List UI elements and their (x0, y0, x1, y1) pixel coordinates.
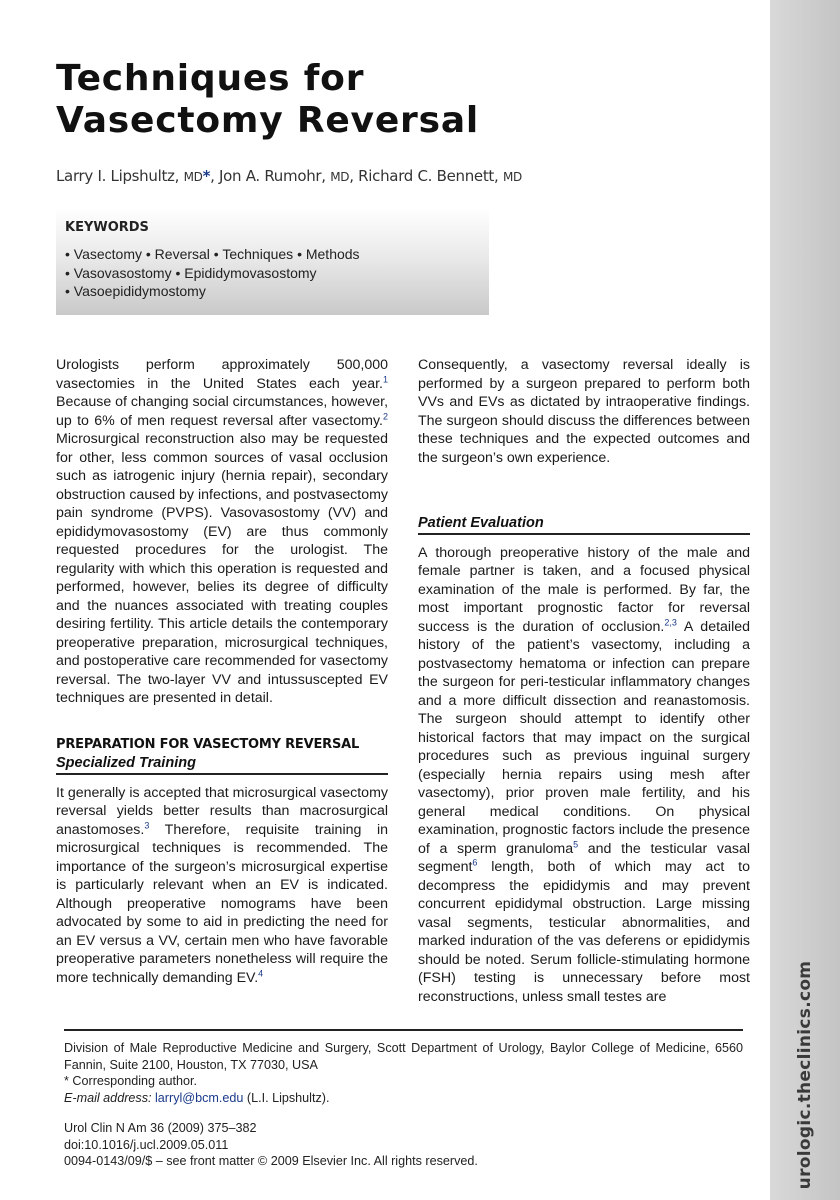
keywords-line-2: • Vasovasostomy • Epididymovasostomy (65, 264, 317, 281)
author-3-degree: MD (502, 170, 522, 184)
continued-paragraph: Consequently, a vasectomy reversal ideally is performed by a surgeon prepared to perform both VVs and EVs as dictated by intraoperative findings. The surgeon should discuss the differences between these techniques and the expected outcomes and the surgeon’s own experience. (418, 357, 750, 466)
email-suffix: (L.I. Lipshultz). (243, 1090, 330, 1105)
subheading-rule (56, 754, 388, 775)
keywords-heading: KEYWORDS (65, 220, 149, 235)
evaluation-paragraph: A thorough preoperative history of the male and female partner is taken, and a focused physical examination of the male is performed. By far, the most important prognostic factor for reversal success is the duration of occlusion.$^{2,3}$ A detailed history of the patient’s vasectomy, including a postvasectomy hematoma or infection can prepare the surgeon for peri-testicular inflammatory changes and a more difficult dissection and reanastomosis. The surgeon should attempt to identify other historical factors that may impact on the surgical procedures such as previous inguinal surgery (especially hernia repairs using mesh after vasectomy), prior proven male fertility, and his general medical conditions. On physical examination, prognostic factors include the presence of a sperm granuloma$^5$ and the testicular vasal segment$^6$ length, both of which may act to decompress the epididymis and may prevent concurrent epididymal obstruction. Large missing vasal segments, testicular abnormalities, and marked induration of the vas deferens or epididymis should be noted. Serum follicle-stimulating hormone (FSH) testing is unnecessary before most reconstructions, unless small testes are (418, 544, 750, 1005)
corresponding-note: * Corresponding author. (64, 1074, 198, 1088)
email-line (64, 1090, 743, 1107)
reference-link[interactable]: 5 (573, 838, 579, 849)
footer-divider (64, 1029, 743, 1031)
article-title (56, 58, 479, 142)
reference-link[interactable]: 3 (144, 819, 150, 830)
reference-link[interactable]: 2 (382, 410, 388, 421)
author-2: , Jon A. Rumohr, (210, 167, 326, 185)
training-paragraph: It generally is accepted that microsurgical vasectomy reversal yields better results than macrosurgical anastomoses.$^3$ Therefore, requisite training in microsurgical techniques is recommended. The importance of the surgeon’s microsurgical expertise is particularly relevant when an EV is indicated. Although preoperative nomograms have been advocated by some to aid in predicting the need for an EV versus a VV, certain men who have favorable preoperative parameters nonetheless will require the more technically demanding EV.$^4$ (56, 784, 388, 986)
keywords-box (56, 208, 489, 315)
title-line-1: Techniques for (56, 58, 365, 99)
reference-link[interactable]: 2,3 (664, 616, 677, 627)
title-line-2: Vasectomy Reversal (56, 100, 480, 141)
doi[interactable]: doi:10.1016/j.ucl.2009.05.011 (64, 1137, 229, 1152)
journal-url[interactable]: urologic.theclinics.com (795, 960, 815, 1190)
author-1-degree: MD (183, 170, 203, 184)
email-label: E-mail address: (64, 1090, 152, 1105)
email-link[interactable]: larryl@bcm.edu (155, 1090, 244, 1105)
section-heading: PREPARATION FOR VASECTOMY REVERSAL (56, 736, 360, 752)
affiliation: Division of Male Reproductive Medicine and Surgery, Scott Department of Urology, Baylor College of Medicine, 6560 Fannin, Suite 2100, Houston, TX 77030, USA (64, 1041, 743, 1072)
subsection-heading: Patient Evaluation (418, 515, 544, 531)
keywords-line-1: • Vasectomy • Reversal • Techniques • Methods (65, 246, 360, 262)
copyright: 0094-0143/09/$ – see front matter © 2009 Elsevier Inc. All rights reserved. (64, 1154, 478, 1168)
corresponding-author-marker[interactable]: * (202, 167, 211, 185)
right-column (418, 356, 750, 1006)
reference-link[interactable]: 4 (258, 967, 264, 978)
subsection-heading: Specialized Training (56, 755, 196, 771)
intro-paragraph: Urologists perform approximately 500,000 vasectomies in the United States each year.$^1$ Because of changing social circumstances, however, up to 6% of men request reversal after vasectomy.$^2$ Microsurgical reconstruction also may be requested for other, less common sources of vasal occlusion such as iatrogenic injury (hernia repair), secondary obstruction caused by infections, and postvasectomy pain syndrome (PVPS). Vasovasostomy (VV) and epididymovasostomy (EV) are thus commonly requested procedures for the urologist. The regularity with which this operation is requested and performed, however, belies its degree of difficulty and the nuances associated with treating couples desiring fertility. This article details the contemporary preoperative preparation, microsurgical techniques, and postoperative care recommended for vasectomy reversal. The two-layer VV and intussuscepted EV techniques are presented in detail. (56, 357, 389, 706)
citation: Urol Clin N Am 36 (2009) 375–382 (64, 1121, 257, 1135)
reference-link[interactable]: 1 (382, 373, 388, 384)
author-3: , Richard C. Bennett, (349, 167, 499, 185)
author-list (56, 167, 522, 185)
author-1: Larry I. Lipshultz, (56, 167, 180, 185)
article-footer (64, 1040, 743, 1170)
left-column (56, 356, 388, 987)
reference-link[interactable]: 6 (472, 857, 478, 868)
keywords-line-3: • Vasoepididymostomy (65, 283, 206, 299)
keywords-list (65, 245, 360, 301)
subheading-rule (418, 514, 750, 535)
author-2-degree: MD (330, 170, 350, 184)
